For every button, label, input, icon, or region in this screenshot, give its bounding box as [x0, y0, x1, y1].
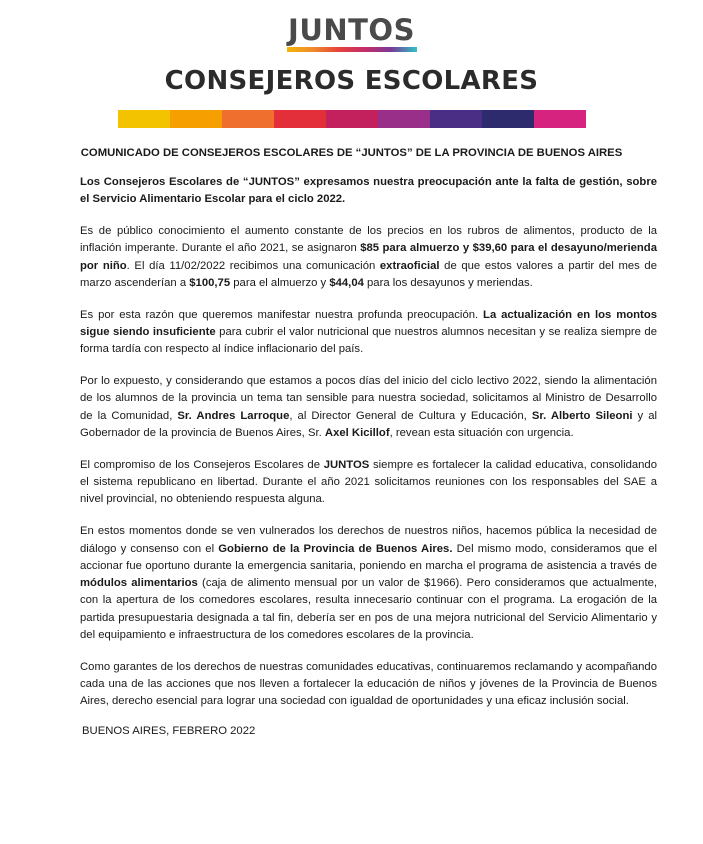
letterhead	[0, 0, 703, 128]
paragraph-request: Por lo expuesto, y considerando que estamos a pocos días del inicio del ciclo lectivo 2022, siendo la alimentación de los alumnos de la provincia un tema tan sensible para nuestra sociedad, solicitamos al Ministro de Desarrollo de la Comunidad, Sr. Andres Larroque, al Director General de Cultura y Educación, Sr. Alberto Sileoni y al Gobernador de la provincia de Buenos Aires, Sr. Axel Kicillof, revean esta situación con urgencia.	[80, 375, 657, 440]
brand-underline	[287, 47, 417, 52]
paragraph-closing: Como garantes de los derechos de nuestras comunidades educativas, continuaremos reclamando y acompañando cada una de las acciones que nos lleven a fortalecer la educación de niños y jóvenes de la Provincia de Buenos Aires, derecho esencial para lograr una sociedad con igualdad de oportunidades y una eficaz inclusión social.	[80, 660, 657, 708]
stripe-segment	[482, 110, 534, 128]
paragraph-prices: Es de público conocimiento el aumento constante de los precios en los rubros de alimentos, producto de la inflación imperante. Durante el año 2021, se asignaron $85 para almuerzo y $39,60 para el desayuno/merienda por niño. El día 11/02/2022 recibimos una comunicación extraoficial de que estos valores a partir del mes de marzo ascenderían a $100,75 para el almuerzo y $44,04 para los desayunos y meriendas.	[80, 225, 657, 289]
stripe-segment	[430, 110, 482, 128]
paragraph-dialogue: En estos momentos donde se ven vulnerados los derechos de nuestros niños, hacemos pública la necesidad de diálogo y consenso con el Gobierno de la Provincia de Buenos Aires. Del mismo modo, consideramos que el accionar fue oportuno durante la emergencia sanitaria, poniendo en marcha el programa de asistencia a través de módulos alimentarios (caja de alimento mensual por un valor de $1966). Pero consideramos que actualmente, con la apertura de los comedores escolares, resulta innecesario continuar con el programa. La erogación de la partida presupuestaria designada a tal fin, debería ser en pos de una mejora nutricional del Servicio Alimentario y del equipamiento e infraestructura de los comedores escolares de la provincia.	[80, 525, 658, 642]
stripe-segment	[378, 110, 430, 128]
paragraph-commitment: El compromiso de los Consejeros Escolares de JUNTOS siempre es fortalecer la calidad educativa, consolidando el sistema republicano en libertad. Durante el año 2021 solicitamos reuniones con los responsables del SAE a nivel provincial, no obteniendo respuesta alguna.	[80, 458, 657, 506]
document-heading: COMUNICADO DE CONSEJEROS ESCOLARES DE “JUNTOS” DE LA PROVINCIA DE BUENOS AIRES	[80, 147, 623, 159]
stripe-segment	[118, 110, 170, 128]
color-stripe	[118, 110, 586, 128]
stripe-segment	[534, 110, 586, 128]
stripe-segment	[274, 110, 326, 128]
stripe-segment	[326, 110, 378, 128]
paragraph-concern: Es por esta razón que queremos manifestar nuestra profunda preocupación. La actualización en los montos sigue siendo insuficiente para cubrir el valor nutricional que nuestros alumnos necesitan y se realiza siempre de forma tardía con respecto al índice inflacionario del país.	[80, 308, 658, 356]
brand-logo: JUNTOS	[288, 13, 415, 47]
stripe-segment	[222, 110, 274, 128]
stripe-segment	[170, 110, 222, 128]
letterhead-subtitle: CONSEJEROS ESCOLARES	[164, 66, 539, 96]
paragraph-intro: Los Consejeros Escolares de “JUNTOS” expresamos nuestra preocupación ante la falta de gestión, sobre el Servicio Alimentario Escolar para el ciclo 2022.	[80, 176, 657, 206]
document-body	[0, 174, 703, 711]
date-footer: BUENOS AIRES, FEBRERO 2022	[82, 725, 256, 738]
